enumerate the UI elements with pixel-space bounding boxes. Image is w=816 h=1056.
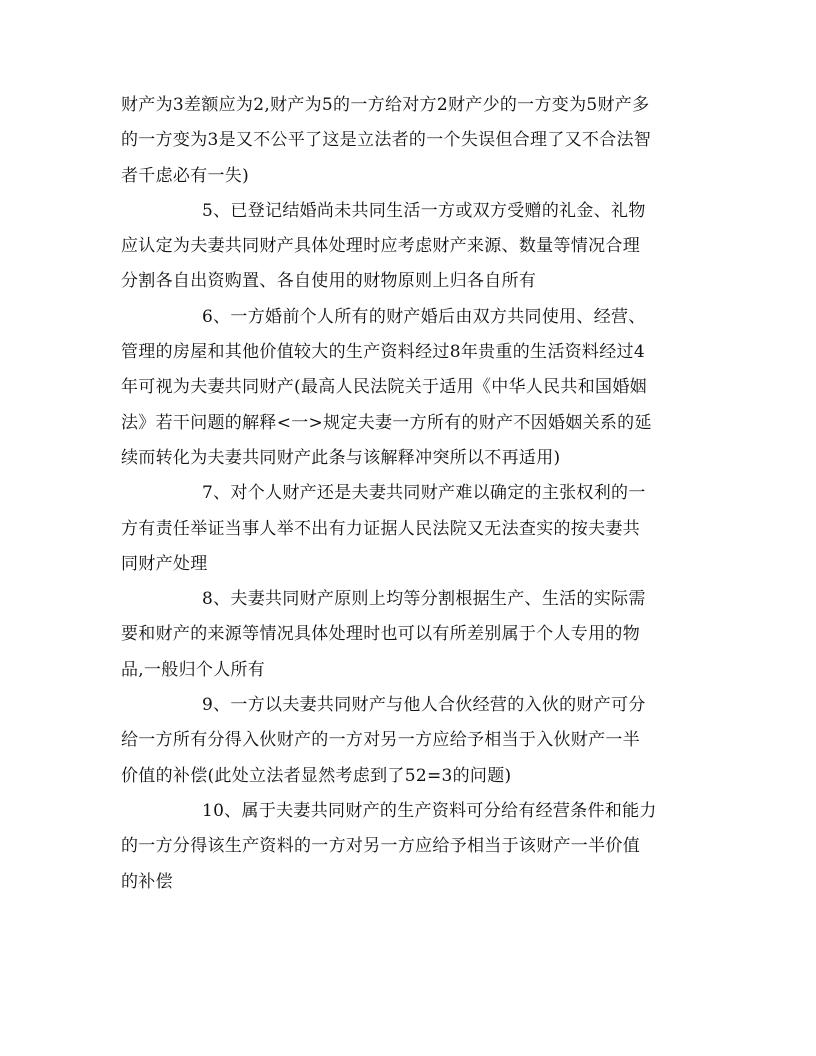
paragraph-8-start: 8、夫妻共同财产原则上均等分割根据生产、生活的实际需 [202,589,646,610]
text-line: 的一方变为3是又不公平了这是立法者的一个失误但合理了又不合法智 [121,130,652,151]
text-line: 同财产处理 [121,553,208,574]
paragraph-7-start: 7、对个人财产还是夫妻共同财产难以确定的主张权利的一 [202,483,646,504]
text-line: 应认定为夫妻共同财产具体处理时应考虑财产来源、数量等情况合理 [121,236,640,257]
text-line: 要和财产的来源等情况具体处理时也可以有所差别属于个人专用的物 [121,624,640,645]
paragraph-9-start: 9、一方以夫妻共同财产与他人合伙经营的入伙的财产可分 [202,695,646,716]
paragraph-10-start: 10、属于夫妻共同财产的生产资料可分给有经营条件和能力 [202,800,657,821]
text-line: 分割各自出资购置、各自使用的财物原则上归各自所有 [121,271,537,292]
text-line: 给一方所有分得入伙财产的一方对另一方应给予相当于入伙财产一半 [121,730,640,751]
text-line: 价值的补偿(此处立法者显然考虑到了52=3的问题) [121,765,512,786]
text-line: 者千虑必有一失) [121,165,250,186]
text-line: 的补偿 [121,871,173,892]
text-line: 方有责任举证当事人举不出有力证据人民法院又无法查实的按夫妻共 [121,518,640,539]
text-line: 的一方分得该生产资料的一方对另一方应给予相当于该财产一半价值 [121,836,640,857]
text-line: 法》若干问题的解释<一>规定夫妻一方所有的财产不因婚姻关系的延 [121,412,652,433]
text-line: 续而转化为夫妻共同财产此条与该解释冲突所以不再适用) [121,447,561,468]
paragraph-5-start: 5、已登记结婚尚未共同生活一方或双方受赠的礼金、礼物 [202,200,646,221]
paragraph-6-start: 6、一方婚前个人所有的财产婚后由双方共同使用、经营、 [202,306,646,327]
text-line: 品,一般归个人所有 [121,659,266,680]
text-line: 管理的房屋和其他价值较大的生产资料经过8年贵重的生活资料经过4 [121,342,645,363]
text-line: 年可视为夫妻共同财产(最高人民法院关于适用《中华人民共和国婚姻 [121,377,647,398]
document-body [121,88,695,900]
text-line: 财产为3差额应为2,财产为5的一方给对方2财产少的一方变为5财产多 [121,95,650,115]
